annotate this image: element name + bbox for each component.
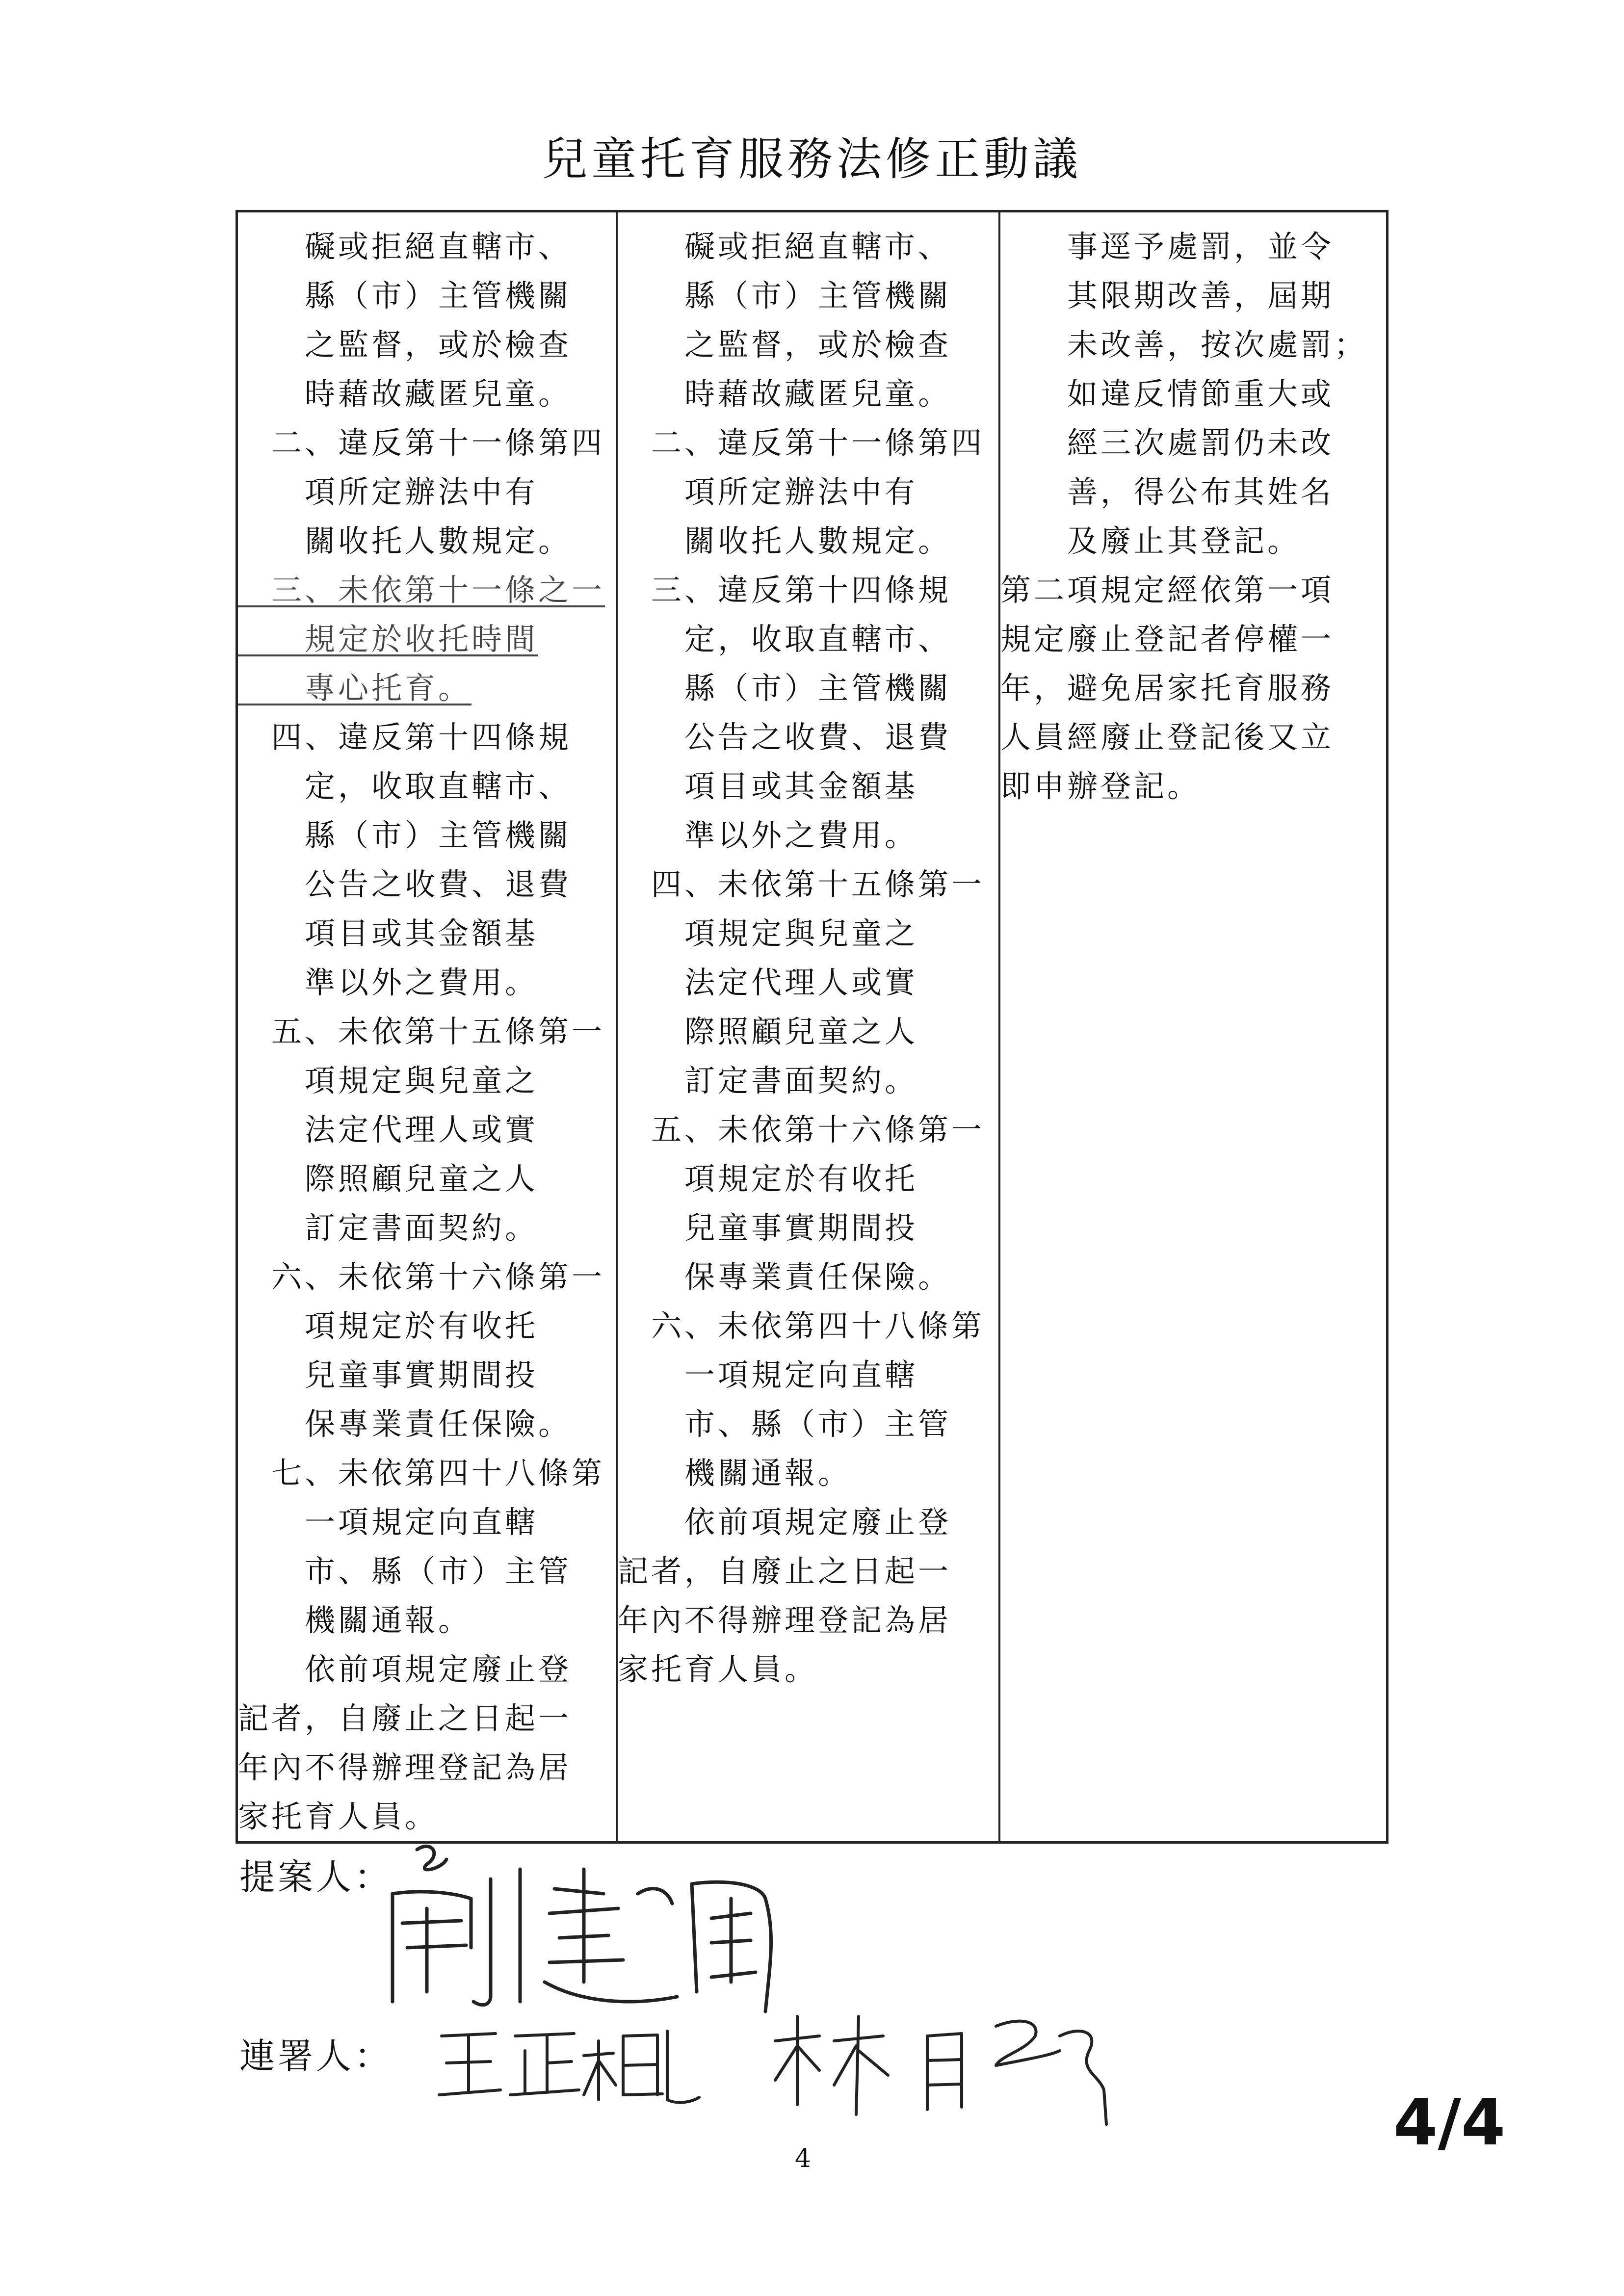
page-mark: 4/4 [1393, 2085, 1506, 2160]
text-line: 經三次處罰仍未改 [1000, 425, 1335, 461]
text-line: 項目或其金額基 [238, 915, 539, 951]
text-line: 市、縣（市）主管 [238, 1553, 572, 1589]
page-number: 4 [795, 2144, 812, 2173]
text-line: 公告之收費、退費 [618, 719, 952, 755]
text-line: 礙或拒絕直轄市、 [618, 229, 952, 264]
text-line: 縣（市）主管機關 [238, 278, 572, 313]
text-line: 六、未依第四十八條第 [618, 1308, 985, 1344]
cosigner-label: 連署人： [239, 2035, 393, 2077]
text-line: 定，收取直轄市、 [238, 768, 572, 804]
text-line: 縣（市）主管機關 [618, 670, 952, 706]
text-line: 如違反情節重大或 [1000, 376, 1335, 412]
text-line: 規定廢止登記者停權一 [1000, 621, 1335, 657]
column-3 [998, 212, 1386, 1841]
text-line: 年內不得辦理登記為居 [618, 1602, 952, 1638]
text-line: 年內不得辦理登記為居 [238, 1749, 572, 1785]
text-line: 礙或拒絕直轄市、 [238, 229, 572, 264]
text-line: 一項規定向直轄 [238, 1504, 539, 1540]
text-line: 時藉故藏匿兒童。 [618, 376, 952, 412]
text-line: 市、縣（市）主管 [618, 1406, 952, 1442]
column-2 [616, 212, 998, 1841]
text-line: 保專業責任保險。 [618, 1259, 952, 1295]
text-line: 際照顧兒童之人 [618, 1014, 918, 1049]
text-line: 項目或其金額基 [618, 768, 918, 804]
text-line: 五、未依第十六條第一 [618, 1112, 985, 1148]
amendment-table [236, 210, 1388, 1844]
text-line: 年，避免居家托育服務 [1000, 670, 1335, 706]
text-line: 規定於收托時間 [238, 621, 539, 657]
text-line: 之監督，或於檢查 [618, 327, 952, 363]
text-line: 三、未依第十一條之一 [238, 572, 605, 608]
text-line: 關收托人數規定。 [618, 523, 952, 559]
text-line: 訂定書面契約。 [618, 1063, 918, 1098]
text-line: 法定代理人或實 [618, 965, 918, 1000]
text-line: 七、未依第四十八條第 [238, 1455, 605, 1491]
proposer-label: 提案人： [239, 1856, 393, 1898]
text-line: 二、違反第十一條第四 [238, 425, 605, 461]
text-line: 機關通報。 [618, 1455, 852, 1491]
text-line: 項規定與兒童之 [238, 1063, 539, 1098]
text-line: 三、違反第十四條規 [618, 572, 952, 608]
text-line: 記者，自廢止之日起一 [238, 1700, 572, 1736]
text-line: 善，得公布其姓名 [1000, 474, 1335, 510]
text-line: 依前項規定廢止登 [238, 1651, 572, 1687]
text-line: 其限期改善，屆期 [1000, 278, 1335, 313]
text-line: 公告之收費、退費 [238, 866, 572, 902]
column-1 [238, 212, 616, 1841]
text-line: 及廢止其登記。 [1000, 523, 1301, 559]
text-line: 項規定於有收托 [238, 1308, 539, 1344]
text-line: 項規定於有收托 [618, 1161, 918, 1197]
text-line: 訂定書面契約。 [238, 1210, 539, 1246]
text-line: 四、違反第十四條規 [238, 719, 572, 755]
text-line: 人員經廢止登記後又立 [1000, 719, 1335, 755]
text-line: 定，收取直轄市、 [618, 621, 952, 657]
text-line: 準以外之費用。 [618, 817, 918, 853]
cosigner-signature-2 [765, 2007, 1119, 2134]
text-line: 縣（市）主管機關 [238, 817, 572, 853]
text-line: 二、違反第十一條第四 [618, 425, 985, 461]
text-line: 一項規定向直轄 [618, 1357, 918, 1393]
text-line: 家托育人員。 [618, 1651, 818, 1687]
text-line: 即申辦登記。 [1000, 768, 1201, 804]
text-line: 專心托育。 [238, 670, 472, 706]
text-line: 五、未依第十五條第一 [238, 1014, 605, 1049]
text-line: 四、未依第十五條第一 [618, 866, 985, 902]
cosigner-signature-1 [432, 2016, 707, 2114]
text-line: 之監督，或於檢查 [238, 327, 572, 363]
text-line: 關收托人數規定。 [238, 523, 572, 559]
text-line: 項所定辦法中有 [618, 474, 918, 510]
text-line: 家托育人員。 [238, 1799, 439, 1834]
text-line: 法定代理人或實 [238, 1112, 539, 1148]
text-line: 時藉故藏匿兒童。 [238, 376, 572, 412]
text-line: 際照顧兒童之人 [238, 1161, 539, 1197]
proposer-signature [373, 1835, 814, 2021]
document-title: 兒童托育服務法修正動議 [542, 133, 1082, 185]
text-line: 兒童事實期間投 [238, 1357, 539, 1393]
text-line: 第二項規定經依第一項 [1000, 572, 1335, 608]
text-line: 兒童事實期間投 [618, 1210, 918, 1246]
text-line: 機關通報。 [238, 1602, 472, 1638]
text-line: 依前項規定廢止登 [618, 1504, 952, 1540]
text-line: 準以外之費用。 [238, 965, 539, 1000]
text-line: 縣（市）主管機關 [618, 278, 952, 313]
text-line: 項規定與兒童之 [618, 915, 918, 951]
text-line: 事逕予處罰，並令 [1000, 229, 1335, 264]
text-line: 六、未依第十六條第一 [238, 1259, 605, 1295]
text-line: 記者，自廢止之日起一 [618, 1553, 952, 1589]
text-line: 保專業責任保險。 [238, 1406, 572, 1442]
text-line: 未改善，按次處罰； [1000, 327, 1368, 363]
text-line: 項所定辦法中有 [238, 474, 539, 510]
